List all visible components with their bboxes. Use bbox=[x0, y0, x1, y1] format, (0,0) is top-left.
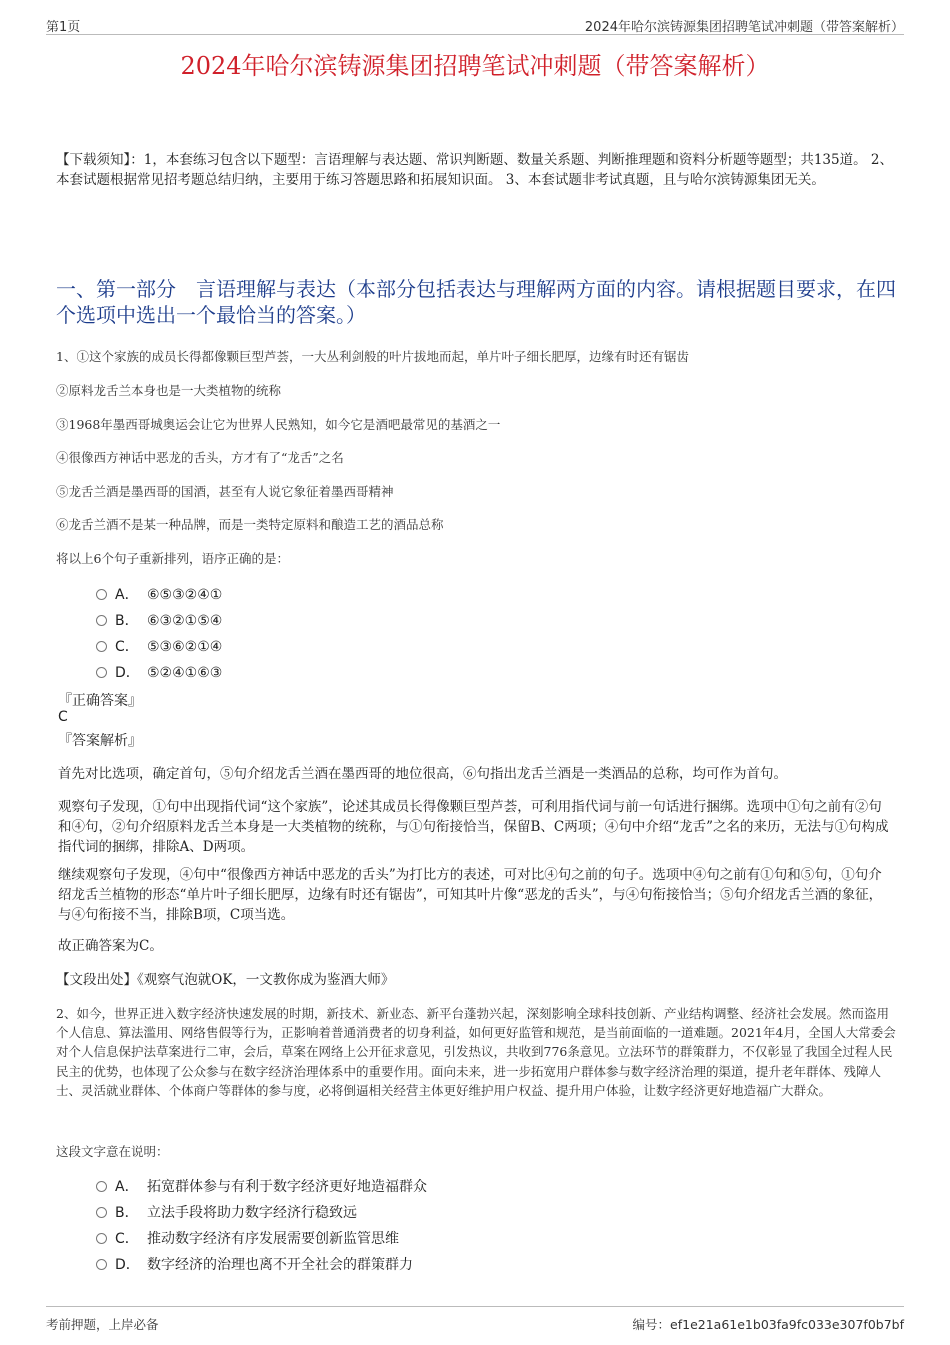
q1-sentence-3: ③1968年墨西哥城奥运会让它为世界人民熟知，如今它是酒吧最常见的基酒之一 bbox=[56, 417, 501, 432]
option-letter: A． bbox=[115, 587, 139, 603]
q1-option-a[interactable] bbox=[96, 584, 222, 604]
radio-icon[interactable] bbox=[96, 1259, 107, 1270]
q1-option-c[interactable] bbox=[96, 636, 222, 656]
q2-prompt: 这段文字意在说明： bbox=[56, 1144, 169, 1159]
q1-option-b[interactable] bbox=[96, 610, 222, 630]
option-letter: A． bbox=[115, 1179, 139, 1195]
option-text: 拓宽群体参与有利于数字经济更好地造福群众 bbox=[147, 1179, 427, 1195]
header-doc-name: 2024年哈尔滨铸源集团招聘笔试冲刺题（带答案解析） bbox=[584, 20, 904, 35]
option-text: ⑥⑤③②④① bbox=[147, 587, 223, 603]
option-text: ⑤②④①⑥③ bbox=[147, 665, 223, 681]
q1-sentence-6: ⑥龙舌兰酒不是某一种品牌，而是一类特定原料和酿造工艺的酒品总称 bbox=[56, 517, 444, 532]
q1-prompt: 将以上6个句子重新排列，语序正确的是： bbox=[56, 551, 289, 566]
section-title: 一、第一部分 言语理解与表达（本部分包括表达与理解两方面的内容。请根据题目要求，在四个选项中选出一个最恰当的答案。） bbox=[56, 277, 896, 327]
q2-option-b[interactable] bbox=[96, 1202, 357, 1222]
q2-passage: 2、如今，世界正进入数字经济快速发展的时期，新技术、新业态、新平台蓬勃兴起，深刻影响全球科技创新、产业结构调整、经济社会发展。然而盗用个人信息、算法滥用、网络售假等行为，正影响着普通消费者的切身利益，如何更好监管和规范，是当前面临的一道难题。2021年4月，全国人大常委会对个人信息保护法草案进行二审，会后，草案在网络上公开征求意见，引发热议，共收到776条意见。立法环节的群策群力，不仅彰显了我国全过程人民民主的优势，也体现了公众参与在数字经济治理体系中的重要作用。面向未来，进一步拓宽用户群体参与数字经济治理的渠道，提升老年群体、残障人士、灵活就业群体、个体商户等群体的参与度，必将倒逼相关经营主体更好维护用户权益、提升用户体验，让数字经济更好地造福广大群众。 bbox=[56, 1006, 896, 1098]
option-text: 数字经济的治理也离不开全社会的群策群力 bbox=[147, 1257, 413, 1273]
option-letter: C． bbox=[115, 1231, 139, 1247]
q1-sentence-1: 1、①这个家族的成员长得都像颗巨型芦荟，一大丛利剑般的叶片拔地而起，单片叶子细长肥厚，边缘有时还有锯齿 bbox=[56, 349, 689, 364]
page-header bbox=[46, 14, 904, 35]
footer-code bbox=[633, 1315, 904, 1333]
radio-icon[interactable] bbox=[96, 667, 107, 678]
radio-icon[interactable] bbox=[96, 1207, 107, 1218]
option-letter: D． bbox=[115, 1257, 140, 1273]
q1-sentence-5: ⑤龙舌兰酒是墨西哥的国酒，甚至有人说它象征着墨西哥精神 bbox=[56, 484, 394, 499]
page-footer bbox=[46, 1306, 904, 1335]
source-citation: 【文段出处】《观察气泡就OK，一文教你成为鉴酒大师》 bbox=[56, 972, 395, 988]
analysis-paragraph-1: 首先对比选项，确定首句，⑤句介绍龙舌兰酒在墨西哥的地位很高，⑥句指出龙舌兰酒是一类酒品的总称，均可作为首句。 bbox=[58, 766, 787, 782]
q1-sentence-2: ②原料龙舌兰本身也是一大类植物的统称 bbox=[56, 383, 282, 398]
q2-option-c[interactable] bbox=[96, 1228, 399, 1248]
page-number: 第1页 bbox=[46, 20, 81, 35]
answer-label: 『正确答案』 bbox=[58, 693, 142, 709]
answer-value: C bbox=[58, 709, 68, 725]
radio-icon[interactable] bbox=[96, 641, 107, 652]
footer-code-value: ef1e21a61e1b03fa9fc033e307f0b7bf bbox=[670, 1317, 904, 1332]
option-text: ⑤③⑥②①④ bbox=[147, 639, 223, 655]
option-letter: D． bbox=[115, 665, 140, 681]
footer-slogan: 考前押题，上岸必备 bbox=[46, 1317, 159, 1332]
analysis-paragraph-3: 继续观察句子发现，④句中“很像西方神话中恶龙的舌头”为打比方的表述，可对比④句之前的句子。选项中④句之前有①句和⑤句，①句介绍龙舌兰植物的形态“单片叶子细长肥厚，边缘有时还有锯齿”，可知其叶片像“恶龙的舌头”，与④句衔接恰当；⑤句介绍龙舌兰酒的象征，与④句衔接不当，排除B项，C项当选。 bbox=[58, 867, 883, 923]
radio-icon[interactable] bbox=[96, 1181, 107, 1192]
option-text: 立法手段将助力数字经济行稳致远 bbox=[147, 1205, 357, 1221]
q2-option-d[interactable] bbox=[96, 1254, 413, 1274]
radio-icon[interactable] bbox=[96, 589, 107, 600]
analysis-paragraph-4: 故正确答案为C。 bbox=[58, 938, 163, 954]
download-notice: 【下载须知】：1，本套练习包含以下题型：言语理解与表达题、常识判断题、数量关系题、判断推理题和资料分析题等题型；共135道。 2、本套试题根据常见招考题总结归纳，主要用于练习答题思路和拓展知识面。 3、本套试题非考试真题，且与哈尔滨铸源集团无关。 bbox=[56, 152, 893, 188]
document-title: 2024年哈尔滨铸源集团招聘笔试冲刺题（带答案解析） bbox=[180, 52, 770, 80]
option-letter: B． bbox=[115, 613, 139, 629]
q1-sentence-4: ④很像西方神话中恶龙的舌头，方才有了“龙舌”之名 bbox=[56, 450, 344, 465]
radio-icon[interactable] bbox=[96, 615, 107, 626]
q2-option-a[interactable] bbox=[96, 1176, 427, 1196]
analysis-paragraph-2: 观察句子发现，①句中出现指代词“这个家族”，论述其成员长得像颗巨型芦荟，可利用指代词与前一句话进行捆绑。选项中①句之前有②句和④句，②句介绍原料龙舌兰本身是一大类植物的统称，与①句衔接恰当，保留B、C两项；④句中介绍“龙舌”之名的来历，无法与①句构成指代词的捆绑，排除A、D两项。 bbox=[58, 799, 889, 855]
option-letter: B． bbox=[115, 1205, 139, 1221]
option-letter: C． bbox=[115, 639, 139, 655]
analysis-label: 『答案解析』 bbox=[58, 733, 142, 749]
radio-icon[interactable] bbox=[96, 1233, 107, 1244]
footer-code-label: 编号： bbox=[632, 1317, 671, 1332]
q1-option-d[interactable] bbox=[96, 662, 222, 682]
option-text: 推动数字经济有序发展需要创新监管思维 bbox=[147, 1231, 399, 1247]
option-text: ⑥③②①⑤④ bbox=[147, 613, 223, 629]
